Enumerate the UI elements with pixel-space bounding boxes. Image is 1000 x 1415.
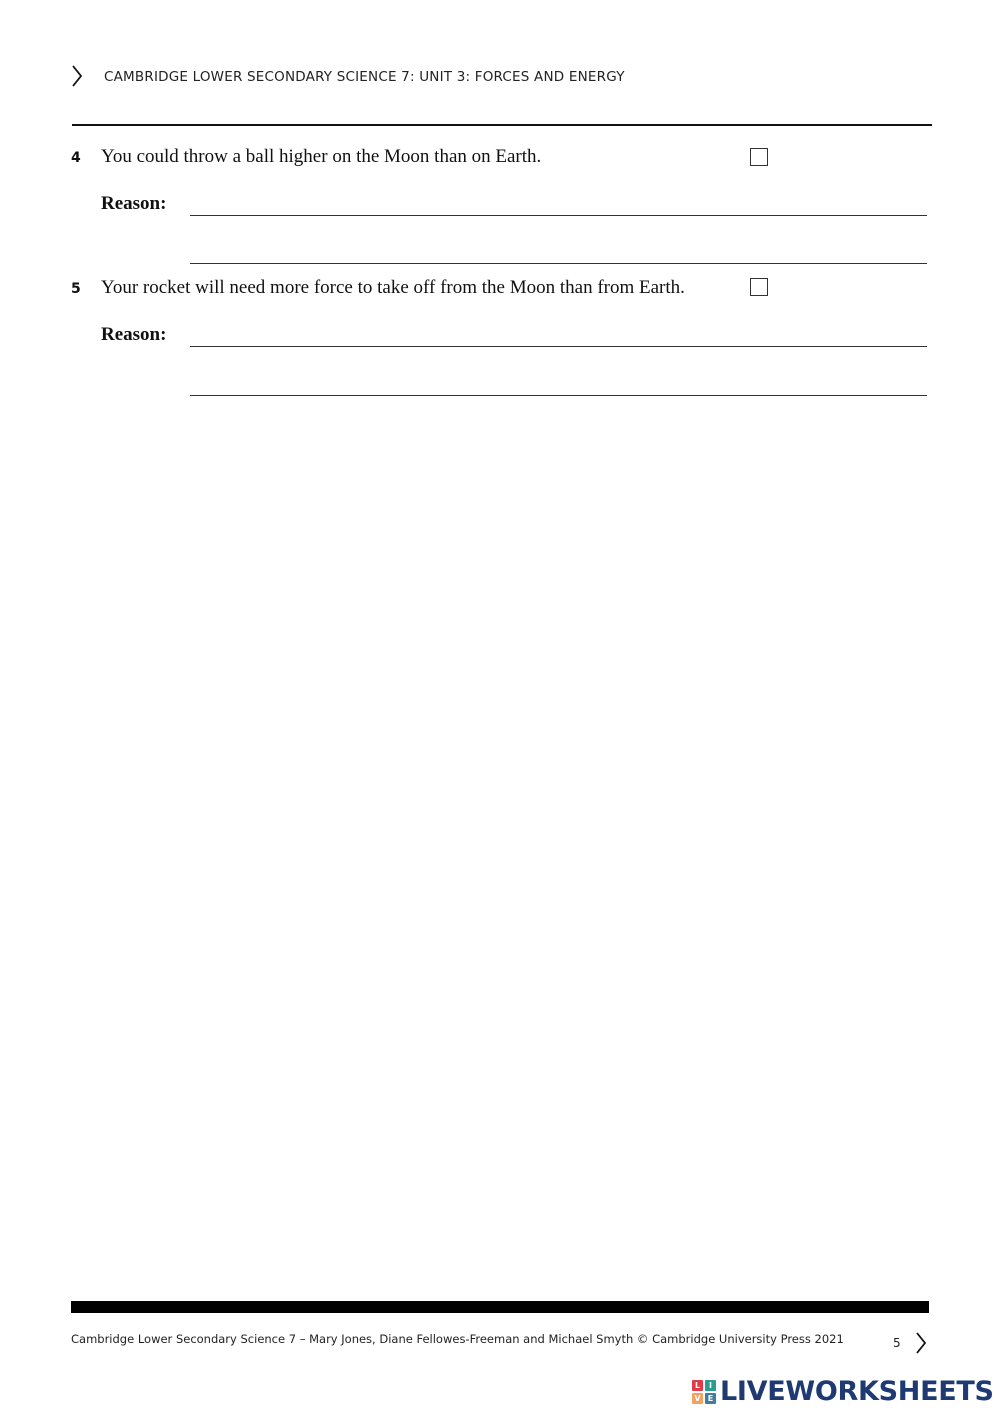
page-number: 5 bbox=[893, 1336, 901, 1350]
logo-block-v: V bbox=[692, 1393, 703, 1404]
question-4-statement: You could throw a ball higher on the Moon than on Earth. bbox=[101, 146, 542, 167]
question-5-reason-input-1[interactable] bbox=[190, 324, 927, 347]
logo-block-l: L bbox=[692, 1380, 703, 1391]
question-5-reason-label: Reason: bbox=[101, 324, 167, 345]
liveworksheets-logo-blocks bbox=[692, 1380, 716, 1404]
chevron-right-icon bbox=[70, 64, 84, 88]
liveworksheets-logo bbox=[692, 1375, 994, 1409]
next-page-chevron-icon bbox=[914, 1331, 928, 1355]
question-4-reason-label: Reason: bbox=[101, 193, 167, 214]
question-4-reason-input-2[interactable] bbox=[190, 241, 927, 264]
question-4-reason-input-1[interactable] bbox=[190, 193, 927, 216]
logo-block-e: E bbox=[705, 1393, 716, 1404]
page-header-title: CAMBRIDGE LOWER SECONDARY SCIENCE 7: UNIT 3: FORCES AND ENERGY bbox=[104, 69, 625, 85]
question-5-number: 5 bbox=[71, 281, 81, 297]
logo-block-i: I bbox=[705, 1380, 716, 1391]
header-divider bbox=[72, 124, 932, 126]
footer-credit: Cambridge Lower Secondary Science 7 – Mary Jones, Diane Fellowes-Freeman and Michael Smyth © Cambridge University Press 2021 bbox=[71, 1332, 844, 1346]
question-5-statement: Your rocket will need more force to take off from the Moon than from Earth. bbox=[101, 277, 685, 298]
question-5-reason-input-2[interactable] bbox=[190, 373, 927, 396]
footer-bar bbox=[71, 1301, 929, 1313]
question-4-number: 4 bbox=[71, 150, 81, 166]
question-4-checkbox[interactable] bbox=[750, 148, 768, 166]
question-5-checkbox[interactable] bbox=[750, 278, 768, 296]
liveworksheets-wordmark: LIVEWORKSHEETS bbox=[720, 1376, 994, 1407]
